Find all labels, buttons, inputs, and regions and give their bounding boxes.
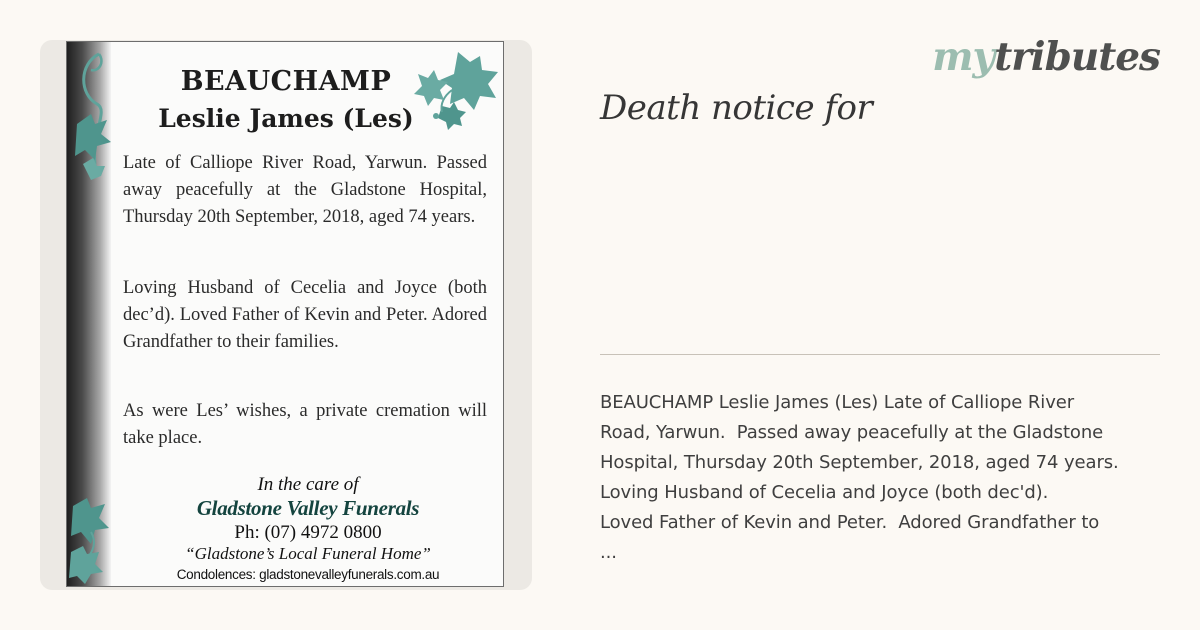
notice-funeral-home: Gladstone Valley Funerals [196, 496, 420, 520]
notice-paragraph-cremation: As were Les’ wishes, a private cremation will take place. [123, 401, 487, 448]
mytributes-logo[interactable] [932, 34, 1160, 80]
notice-care-line: In the care of [257, 474, 359, 495]
notice-given-names: Leslie James (Les) [158, 104, 414, 133]
logo-part-my: my [932, 34, 995, 80]
notice-condolences: Condolences: gladstonevalleyfunerals.com.au [176, 567, 440, 582]
notice-motto: “Gladstone’s Local Funeral Home” [185, 544, 431, 563]
vine-decoration-left-top-icon [69, 44, 115, 194]
excerpt-line: Loved Father of Kevin and Peter. Adored Grandfather to [600, 512, 1100, 533]
notice-paragraph-residence: Late of Calliope River Road, Yarwun. Passed away peacefully at the Gladstone Hospital, Thursday 20th September, 2018, aged 74 years. [123, 153, 487, 227]
vine-decoration-left-bottom-icon [67, 492, 115, 587]
excerpt-line: Hospital, Thursday 20th September, 2018, aged 74 years. [600, 452, 1119, 473]
page-heading: Death notice for [600, 88, 873, 128]
excerpt-line: Road, Yarwun. Passed away peacefully at the Gladstone [600, 422, 1104, 443]
excerpt-line: Loving Husband of Cecelia and Joyce (both dec'd). [600, 482, 1049, 503]
notice-excerpt [600, 388, 1185, 568]
notice-paragraph-family: Loving Husband of Cecelia and Joyce (both dec’d). Loved Father of Kevin and Peter. Adored Grandfather to their families. [123, 278, 487, 352]
excerpt-line: BEAUCHAMP Leslie James (Les) Late of Calliope River [600, 392, 1075, 413]
excerpt-ellipsis: ... [600, 542, 617, 563]
death-notice-image [66, 41, 504, 587]
notice-surname: BEAUCHAMP [180, 66, 392, 97]
logo-part-tributes: tributes [994, 34, 1160, 80]
notice-phone: Ph: (07) 4972 0800 [234, 522, 382, 543]
section-divider [600, 354, 1160, 355]
